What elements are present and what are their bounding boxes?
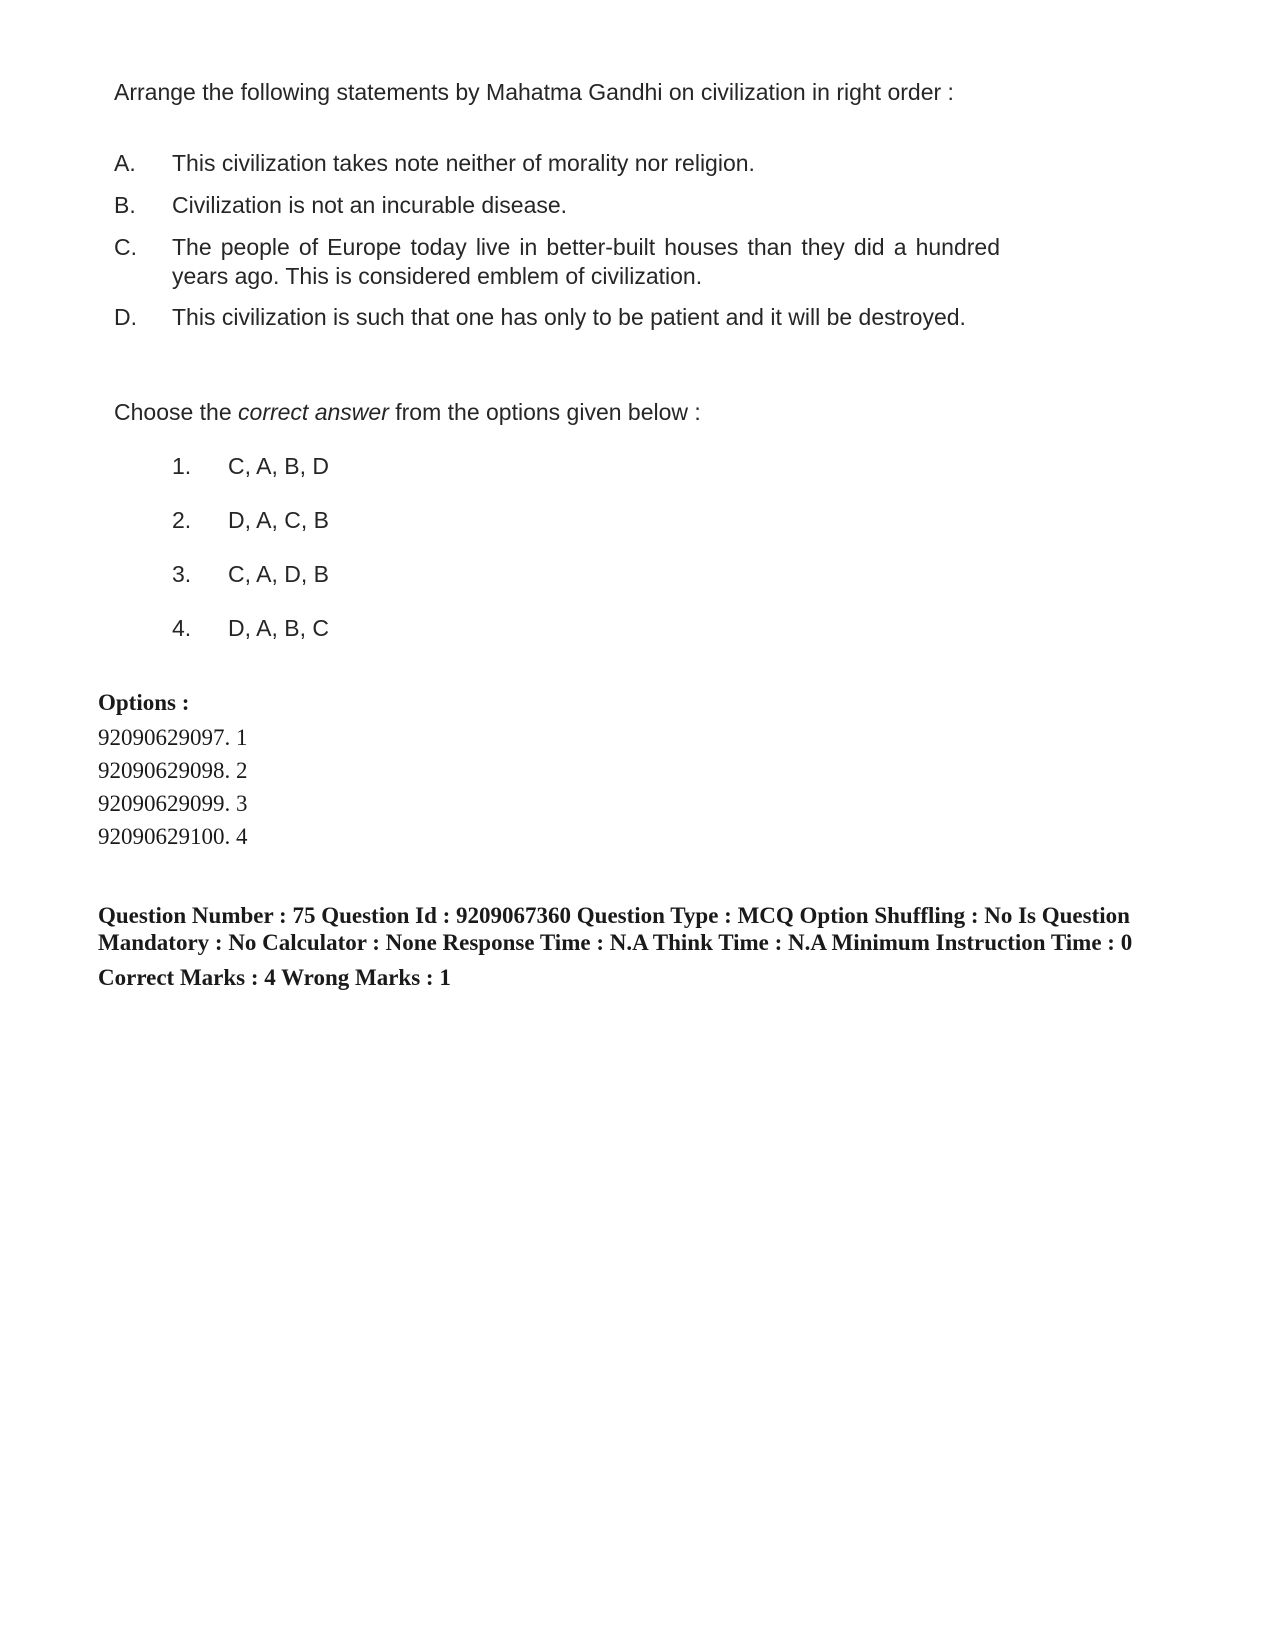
answer-sequence: C, A, B, D: [228, 453, 329, 479]
choose-emphasis: correct answer: [238, 399, 389, 425]
options-section: [98, 688, 248, 853]
question-stem: Arrange the following statements by Mahatma Gandhi on civilization in right order :: [114, 79, 954, 105]
options-title: Options :: [98, 690, 190, 715]
answer-number: 1.: [172, 453, 192, 479]
question-image: [100, 60, 1020, 670]
question-metadata: [98, 902, 1138, 991]
option-id-line: 92090629097. 1: [98, 725, 248, 750]
answer-number: 3.: [172, 561, 192, 587]
statement-letter: B.: [114, 192, 136, 218]
statement-letter: D.: [114, 304, 137, 330]
choose-prefix: Choose the: [114, 399, 239, 425]
option-id-line: 92090629099. 3: [98, 791, 248, 816]
answer-sequence: D, A, C, B: [228, 507, 329, 533]
answer-sequence: D, A, B, C: [228, 615, 329, 641]
option-id-line: 92090629100. 4: [98, 824, 248, 849]
statement-text: The people of Europe today live in better-built houses than they did a hundred years ago. This is considered emblem of civilization.: [172, 234, 1000, 289]
answer-sequence: C, A, D, B: [228, 561, 329, 587]
statement-letter: A.: [114, 150, 136, 176]
marks-info: Correct Marks : 4 Wrong Marks : 1: [98, 965, 451, 990]
option-id-line: 92090629098. 2: [98, 758, 248, 783]
answer-number: 4.: [172, 615, 192, 641]
statement-text: This civilization takes note neither of morality nor religion.: [172, 150, 755, 176]
answer-number: 2.: [172, 507, 192, 533]
statement-letter: C.: [114, 234, 137, 260]
statement-text: Civilization is not an incurable disease.: [172, 192, 568, 218]
choose-suffix: from the options given below :: [388, 399, 701, 425]
statement-text: This civilization is such that one has only to be patient and it will be destroyed.: [172, 304, 966, 330]
question-details: Question Number : 75 Question Id : 9209067360 Question Type : MCQ Option Shuffling : No Is Question Mandatory : No Calculator : None Response Time : N.A Think Time : N.A Minimum Instruction Time : 0: [98, 903, 1133, 955]
choose-instruction: [114, 398, 701, 426]
